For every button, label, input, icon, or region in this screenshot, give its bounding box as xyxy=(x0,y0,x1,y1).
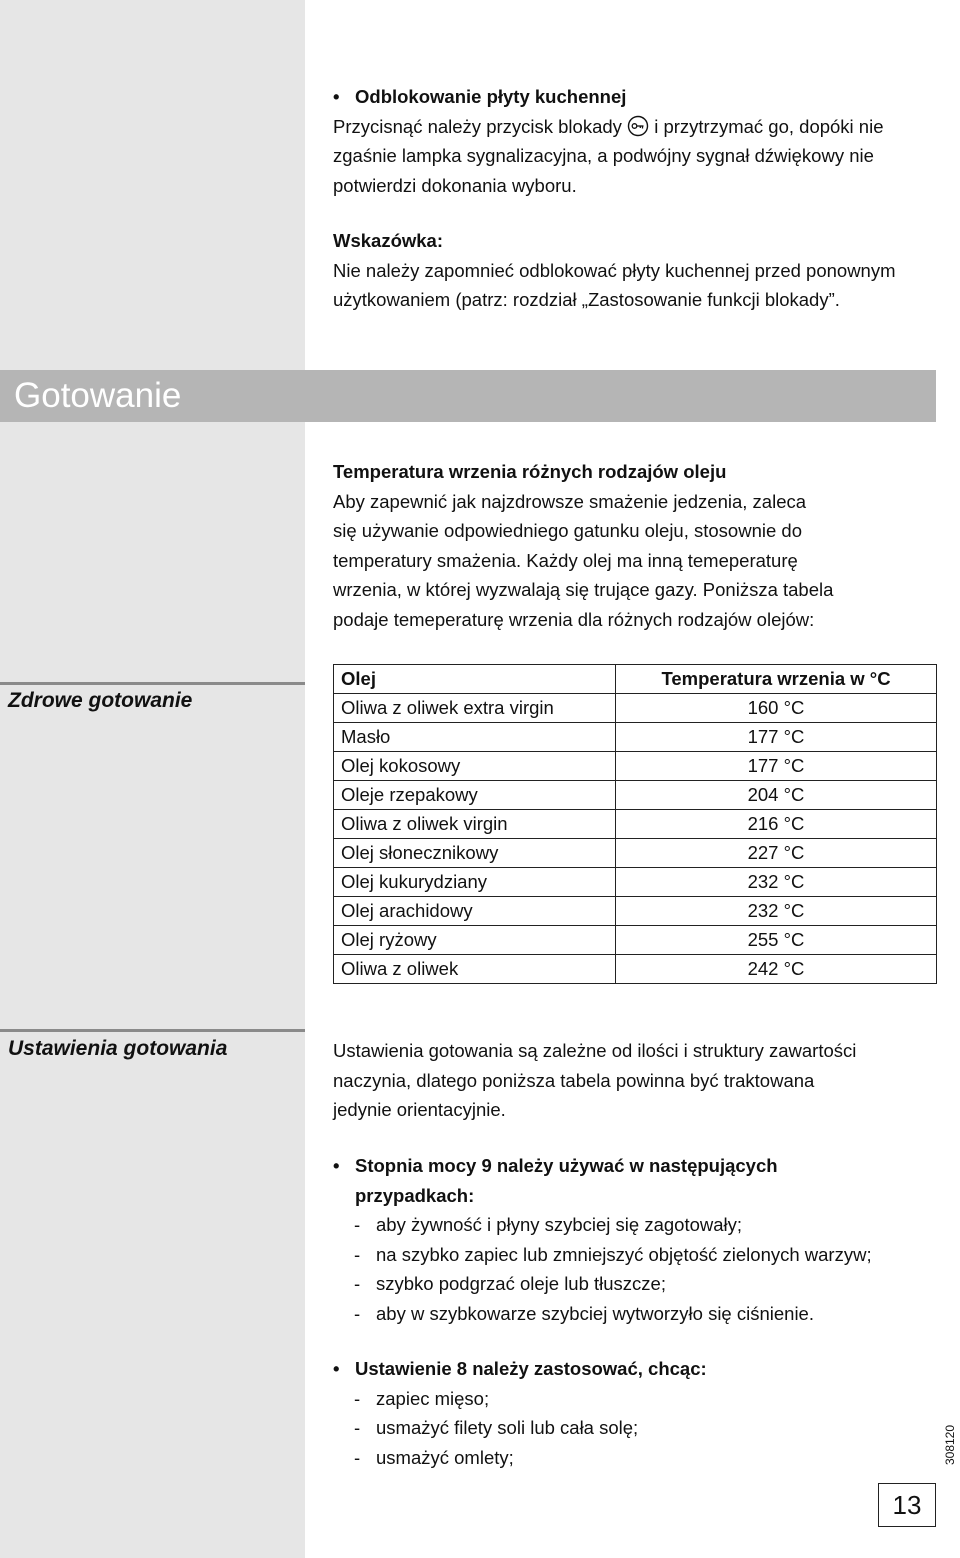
list-item: - zapiec mięso; xyxy=(354,1387,490,1409)
list-item: - aby żywność i płyny szybciej się zagotowały; xyxy=(354,1214,743,1235)
table-row xyxy=(334,868,937,897)
table-row xyxy=(334,955,937,984)
paragraph-line: Aby zapewnić jak najzdrowsze smażenie jedzenia, zaleca xyxy=(333,490,807,512)
table-row xyxy=(334,839,937,868)
table-header-row xyxy=(334,665,937,694)
oil-temperature: 242 °C xyxy=(616,955,937,984)
oil-name: Olej kukurydziany xyxy=(334,868,616,897)
key-lock-icon xyxy=(627,115,649,137)
table-row xyxy=(334,810,937,839)
oil-temperature: 204 °C xyxy=(616,781,937,810)
paragraph-line: Ustawienia gotowania są zależne od ilości i struktury zawartości xyxy=(333,1040,857,1061)
oil-boiling-table xyxy=(333,664,937,984)
list-item: - usmażyć omlety; xyxy=(354,1446,514,1468)
oil-name: Oliwa z oliwek extra virgin xyxy=(334,694,616,723)
paragraph-line: temperatury smażenia. Każdy olej ma inną temeperaturę xyxy=(333,549,798,571)
oil-temperature: 216 °C xyxy=(616,810,937,839)
paragraph-line: podaje temeperaturę wrzenia dla różnych rodzajów olejów: xyxy=(333,608,815,630)
table-row xyxy=(334,694,937,723)
power9-title: • Stopnia mocy 9 należy używać w następujących przypadkach: xyxy=(333,1151,933,1210)
bullet: • xyxy=(333,1358,340,1379)
paragraph-line: wrzenia, w której wyzwalają się trujące gazy. Poniższa tabela xyxy=(333,579,834,600)
bullet: • xyxy=(333,86,340,107)
oil-temperature: 177 °C xyxy=(616,723,937,752)
column-header-oil: Olej xyxy=(334,665,616,694)
paragraph-line: jedynie orientacyjnie. xyxy=(333,1099,506,1120)
table-row xyxy=(334,723,937,752)
document-number: 308120 xyxy=(943,1424,957,1466)
unlock-section xyxy=(333,82,933,200)
oil-name: Olej kokosowy xyxy=(334,752,616,781)
oil-temperature: 255 °C xyxy=(616,926,937,955)
settings-intro xyxy=(333,1036,933,1125)
column-header-temperature: Temperatura wrzenia w °C xyxy=(616,665,937,694)
sidebar-background xyxy=(0,0,305,1558)
list-item: - aby w szybkowarze szybciej wytworzyło się ciśnienie. xyxy=(354,1302,814,1324)
power8-title: • Ustawienie 8 należy zastosować, chcąc: xyxy=(333,1354,933,1384)
paragraph-line: naczynia, dlatego poniższa tabela powinna być traktowana xyxy=(333,1069,815,1091)
power8-section xyxy=(333,1354,933,1472)
hint-line: użytkowaniem (patrz: rozdział „Zastosowanie funkcji blokady”. xyxy=(333,289,840,310)
power9-section xyxy=(333,1151,933,1328)
oil-temperature: 177 °C xyxy=(616,752,937,781)
table-row xyxy=(334,926,937,955)
side-rule xyxy=(0,1029,305,1032)
side-heading-healthy: Zdrowe gotowanie xyxy=(8,689,193,712)
side-rule xyxy=(0,682,305,685)
list-item: - szybko podgrzać oleje lub tłuszcze; xyxy=(354,1273,666,1294)
unlock-title: • Odblokowanie płyty kuchennej xyxy=(333,82,933,112)
hint-section xyxy=(333,226,933,315)
oil-name: Oliwa z oliwek xyxy=(334,955,616,984)
oil-name: Oleje rzepakowy xyxy=(334,781,616,810)
oil-temperature: 227 °C xyxy=(616,839,937,868)
oil-temperature: 232 °C xyxy=(616,868,937,897)
list-item: - na szybko zapiec lub zmniejszyć objętość zielonych warzyw; xyxy=(354,1243,872,1265)
oil-name: Olej ryżowy xyxy=(334,926,616,955)
oil-name: Olej słonecznikowy xyxy=(334,839,616,868)
oil-temperature: 232 °C xyxy=(616,897,937,926)
healthy-title: Temperatura wrzenia różnych rodzajów oleju xyxy=(333,461,727,482)
table-row xyxy=(334,752,937,781)
list-item: - usmażyć filety soli lub cała solę; xyxy=(354,1417,639,1438)
oil-temperature: 160 °C xyxy=(616,694,937,723)
hint-title: Wskazówka: xyxy=(333,230,444,251)
hint-line: Nie należy zapomnieć odblokować płyty kuchennej przed ponownym xyxy=(333,259,896,281)
paragraph-line: się używanie odpowiedniego gatunku oleju, stosownie do xyxy=(333,520,802,541)
oil-name: Masło xyxy=(334,723,616,752)
healthy-section xyxy=(333,457,933,634)
bullet: • xyxy=(333,1155,340,1176)
section-title: Gotowanie xyxy=(0,370,936,422)
table-row xyxy=(334,897,937,926)
oil-name: Oliwa z oliwek virgin xyxy=(334,810,616,839)
oil-name: Olej arachidowy xyxy=(334,897,616,926)
unlock-text: Przycisnąć należy przycisk blokady i przytrzymać go, dopóki nie zgaśnie lampka sygnalizacyjna, a podwójny sygnał dźwiękowy nie potwierdzi dokonania wyboru. xyxy=(333,115,884,196)
table-row xyxy=(334,781,937,810)
page-number: 13 xyxy=(878,1483,936,1527)
side-heading-settings: Ustawienia gotowania xyxy=(8,1037,228,1060)
